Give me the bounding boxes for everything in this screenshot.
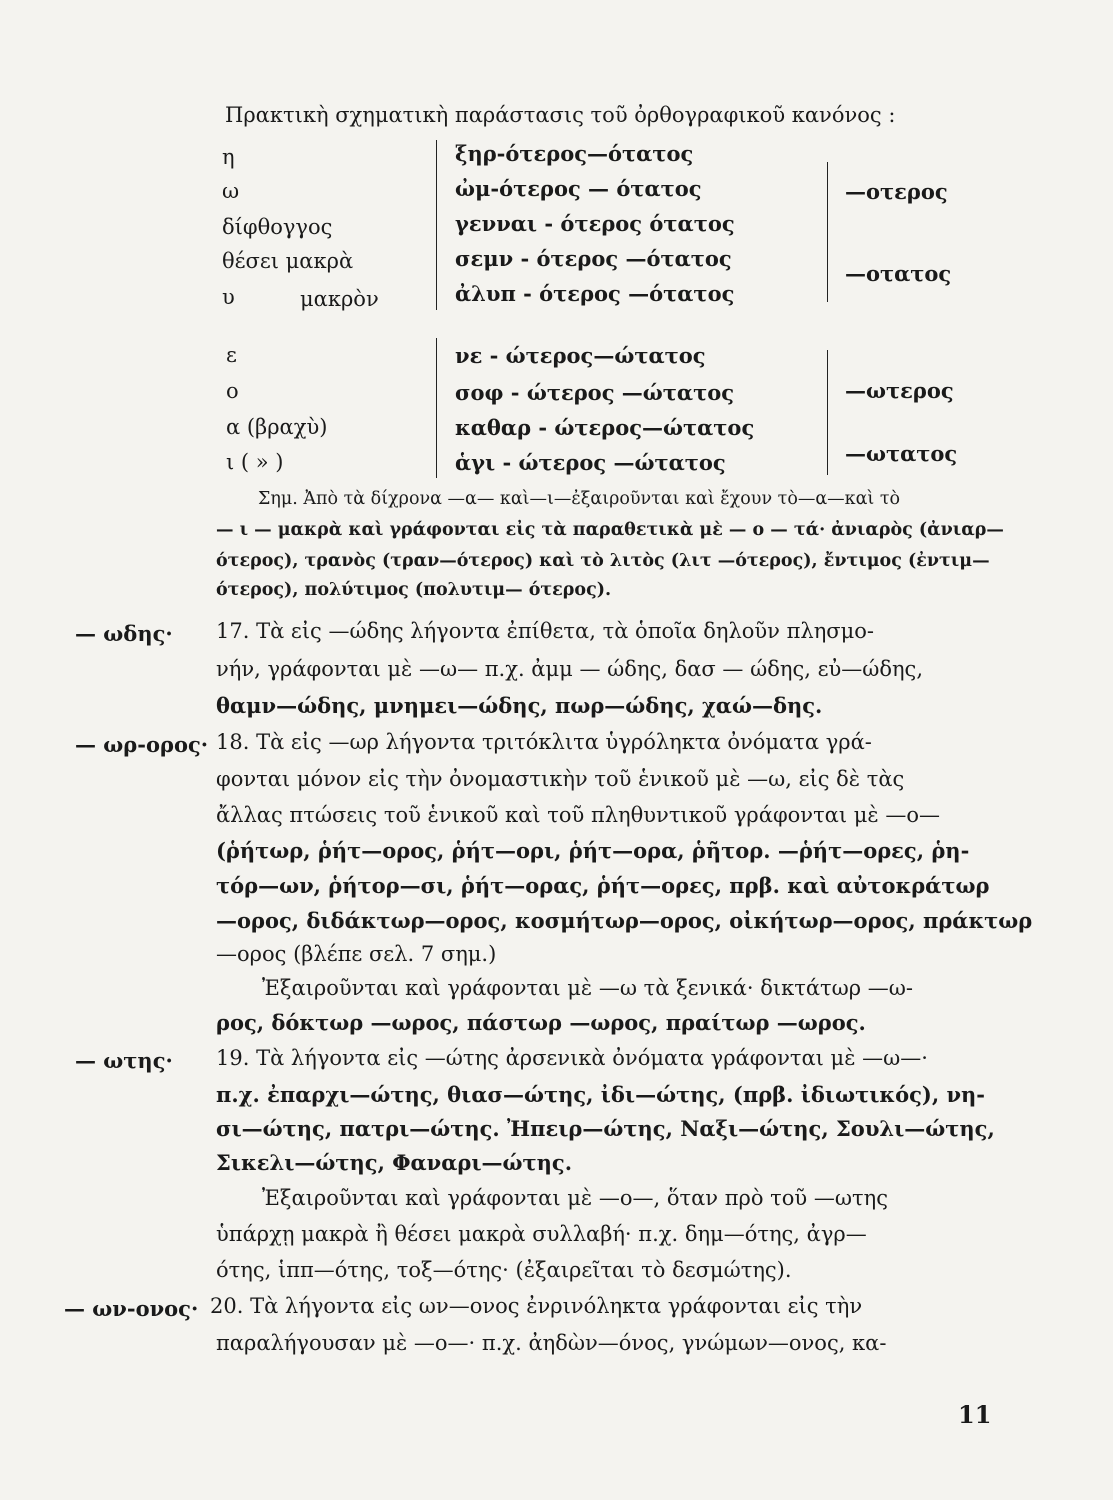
scheme-g1-right-brace [827,162,828,302]
rule-17-line-1: 17. Τὰ εἰς —ώδης λήγοντα ἐπίθετα, τὰ ὁποῖα δηλοῦν πλησμο- [216,619,875,643]
rule-18-line-5: τόρ—ων, ῥήτορ—σι, ῥήτ—ορας, ῥήτ—ορες, πρβ. καὶ αὐτοκράτωρ [216,873,990,898]
scheme-g1-right-2: —οτατος [845,261,952,286]
scheme-g2-left-1: ε [226,343,237,367]
rule-20-line-2: παραλήγουσαν μὲ —ο—· π.χ. ἀηδὼν—όνος, γνώμων—ονος, κα- [216,1331,887,1355]
rule-18-line-2: φονται μόνον εἰς τὴν ὀνομαστικὴν τοῦ ἑνικοῦ μὲ —ω, εἰς δὲ τὰς [216,767,905,791]
rule-20-line-1: 20. Τὰ λήγοντα εἰς ων—ονος ἐνρινόληκτα γράφονται εἰς τὴν [210,1294,863,1318]
scheme-g1-left-5: υ [222,285,235,309]
scheme-g1-left-4: θέσει μακρὰ [222,249,354,273]
rule-19-line-5: Ἐξαιροῦνται καὶ γράφονται μὲ —ο—, ὅταν πρὸ τοῦ —ωτης [262,1186,888,1210]
rule-19-line-1: 19. Τὰ λήγοντα εἰς —ώτης ἀρσενικὰ ὀνόματα γράφονται μὲ —ω—· [216,1046,928,1070]
rule-18-margin: — ωρ-ορος· [75,732,209,757]
page-number: 11 [958,1400,992,1429]
rule-17-line-3: θαμν—ώδης, μνημει—ώδης, πωρ—ώδης, χαώ—δης. [216,693,823,718]
scheme-g1-right-1: —οτερος [845,179,948,204]
scheme-g2-mid-4: ἁγι - ώτερος —ώτατος [455,450,726,475]
scheme-g1-mid-1: ξηρ-ότερος—ότατος [455,141,694,166]
scheme-g2-left-4: ι ( » ) [226,450,284,474]
rule-18-line-3: ἄλλας πτώσεις τοῦ ἑνικοῦ καὶ τοῦ πληθυντικοῦ γράφονται μὲ —ο— [216,803,941,827]
rule-17-margin: — ωδης· [75,621,173,646]
scheme-g2-right-2: —ωτατος [845,441,958,466]
rule-18-line-9: ρος, δόκτωρ —ωρος, πάστωρ —ωρος, πραίτωρ —ωρος. [216,1010,866,1035]
scheme-g2-mid-2: σοφ - ώτερος —ώτατος [455,380,734,405]
rule-19-line-2: π.χ. ἐπαρχι—ώτης, θιασ—ώτης, ἰδι—ώτης, (πρβ. ἰδιωτικός), νη- [216,1082,986,1107]
scheme-g1-left-brace [436,140,437,310]
rule-18-line-4: (ῥήτωρ, ῥήτ—ορος, ῥήτ—ορι, ῥήτ—ορα, ῥῆτορ. —ῥήτ—ορες, ῥη- [216,838,970,863]
scheme-g2-left-3: α (βραχὺ) [226,415,328,439]
rule-19-margin: — ωτης· [75,1048,173,1073]
scheme-g2-mid-3: καθαρ - ώτερος—ώτατος [455,415,755,440]
rule-17-line-2: νήν, γράφονται μὲ —ω— π.χ. ἀμμ — ώδης, δασ — ώδης, εὐ—ώδης, [216,657,923,681]
scheme-g1-left-1: η [222,145,235,169]
scheme-g2-right-brace [827,350,828,475]
scheme-g2-left-2: ο [226,379,239,403]
scheme-g1-left-2: ω [222,179,240,203]
rule-18-line-1: 18. Τὰ εἰς —ωρ λήγοντα τριτόκλιτα ὑγρόληκτα ὀνόματα γρά- [216,730,872,754]
scheme-g1-mid-4: σεμν - ότερος —ότατος [455,246,732,271]
scheme-g2-left-brace [436,338,437,478]
rule-18-line-7: —ορος (βλέπε σελ. 7 σημ.) [216,942,497,966]
rule-20-margin: — ων-ονος· [64,1296,199,1321]
rule-19-line-7: ότης, ἱππ—ότης, τοξ—ότης· (ἐξαιρεῖται τὸ δεσμώτης). [216,1258,792,1282]
rule-19-line-4: Σικελι—ώτης, Φαναρι—ώτης. [216,1150,573,1175]
rule-18-line-8: Ἐξαιροῦνται καὶ γράφονται μὲ —ω τὰ ξενικά· δικτάτωρ —ω- [262,976,913,1000]
scheme-g1-mid-2: ὠμ-ότερος — ότατος [455,176,702,201]
scheme-g1-mid-5: ἀλυπ - ότερος —ότατος [455,281,735,306]
rule-19-line-3: σι—ώτης, πατρι—ώτης. Ἠπειρ—ώτης, Ναξι—ώτης, Σουλι—ώτης, [216,1116,995,1141]
note-line-2: — ι — μακρὰ καὶ γράφονται εἰς τὰ παραθετικὰ μὲ — ο — τά· ἀνιαρὸς (ἀνιαρ— [216,520,1004,540]
scheme-g1-left-3: δίφθογγος [222,215,333,239]
note-line-3: ότερος), τρανὸς (τραν—ότερος) καὶ τὸ λιτὸς (λιτ —ότερος), ἔντιμος (ἐντιμ— [216,551,990,571]
rule-19-line-6: ὑπάρχῃ μακρὰ ἢ θέσει μακρὰ συλλαβή· π.χ. δημ—ότης, ἀγρ— [216,1222,867,1246]
rule-18-line-6: —ορος, διδάκτωρ—ορος, κοσμήτωρ—ορος, οἰκήτωρ—ορος, πράκτωρ [216,908,1033,933]
scheme-g1-mid-3: γενναι - ότερος ότατος [455,211,735,236]
scheme-g1-left-6: μακρὸν [300,287,379,311]
scheme-g2-right-1: —ωτερος [845,378,954,403]
note-line-4: ότερος), πολύτιμος (πολυτιμ— ότερος). [216,580,612,600]
note-line-1: Σημ. Ἀπὸ τὰ δίχρονα —α— καὶ—ι—ἐξαιροῦνται καὶ ἔχουν τὸ—α—καὶ τὸ [258,489,901,509]
scheme-title: Πρακτικὴ σχηματικὴ παράστασις τοῦ ὀρθογραφικοῦ κανόνος : [225,103,896,127]
scheme-g2-mid-1: νε - ώτερος—ώτατος [455,343,706,368]
